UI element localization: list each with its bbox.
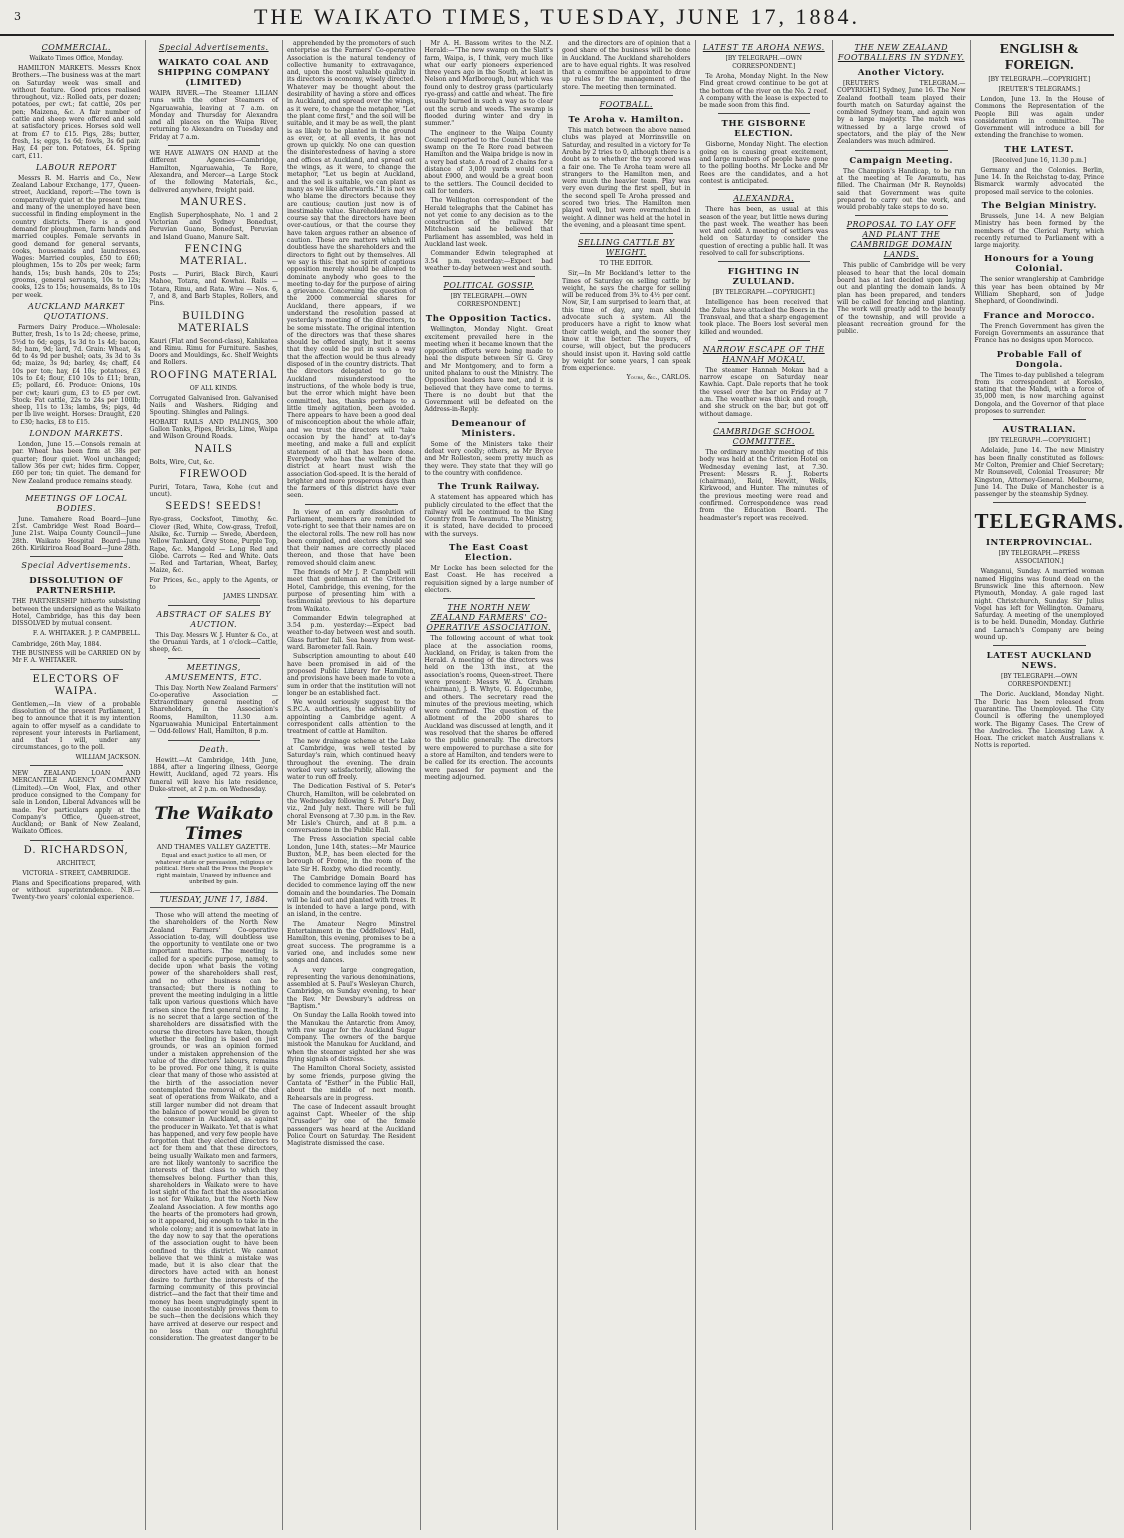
nameplate: The Waikato Times xyxy=(154,804,274,845)
news-note: Commander Edwin telegraphed at 3.54 p.m. yesterday:—Expect bad weather to-day between west and south. xyxy=(424,250,553,272)
divider xyxy=(168,145,261,146)
belgian-heading: The Belgian Ministry. xyxy=(981,200,1097,211)
dissolution-heading: DISSOLUTION OF PARTNERSHIP. xyxy=(29,576,124,597)
divider xyxy=(168,740,261,741)
electors-ad xyxy=(12,674,141,761)
page-number: 3 xyxy=(14,10,21,23)
labour-report-body: Messrs R. M. Harris and Co., New Zealand Labour Exchange, 177, Queen-street, Auckland, report:—The town is comparatively quiet at the present time, and many of the unemployed have been successful in finding employment in the country districts. There is a good demand for ploughmen, farm hands and married couples. Female servants in good demand for general servants, cooks, housemaids and laundresses. Wages: Married couples, £50 to £60; ploughmen, 15s to 20s per week; farm hands, 15s; bush hands, 20s to 25s; grooms, general servants, 10s to 12s; cooks, 12s to 15s; housemaids, 8s to 10s per week. xyxy=(12,174,141,299)
ministers-body: Some of the Ministers take their defeat very coolly; others, as Mr Bryce and Mr Rolleston, seem pretty much as they were. They state that they will go to the country with confidence. xyxy=(424,440,553,477)
te-aroha-body: Te Aroha, Monday Night. In the New Find great crowd continue to be got at the bottom of the river on the No. 2 reef. A company with the lease is expected to be made soon from this find. xyxy=(699,73,828,110)
dissolution-note: THE BUSINESS will be CARRIED ON by Mr F. A. WHITAKER. xyxy=(12,650,141,665)
political-gossip-heading: POLITICAL GOSSIP. xyxy=(443,281,534,291)
column-6 xyxy=(696,40,834,1530)
selling-cattle-body: Sir,—In Mr Bockland's letter to the Times of Saturday on selling cattle by weight, he says the charge for selling will be reduced from 3¾ to 4½ per cent. Now, Sir, I am surprised to learn that, at this time of day, any man should advocate such a system. All the producers have a right to know what their cattle weigh, and the sooner they know it the better. The buyers, of course, will object, but the producers should insist upon it. Having sold cattle by weight for some years, I can speak from experience. xyxy=(562,270,691,373)
news-note: The Wellington correspondent of the Herald telegraphs that the Cabinet has not yet come to any decision as to the construction of the railway. Mr Mitchelson said he believed that Parliament has assembled, was held in Auckland last week. xyxy=(424,197,553,249)
footballers-sydney-heading: THE NEW ZEALAND FOOTBALLERS IN SYDNEY. xyxy=(837,43,965,62)
zululand-body: Intelligence has been received that the Zulus have attacked the Boers in the Transvaal, and that a sharp engagement took place. The Boers lost several men killed and wounded. xyxy=(699,299,828,336)
column-7 xyxy=(833,40,971,1530)
nameplate-subtitle: AND THAMES VALLEY GAZETTE. xyxy=(156,843,271,852)
reuters-subhead: [REUTER'S TELEGRAMS.] xyxy=(998,86,1081,93)
architect-address: VICTORIA - STREET, CAMBRIDGE. xyxy=(22,869,131,877)
seeds-heading: SEEDS! SEEDS! xyxy=(165,501,263,513)
gisborne-body: Gisborne, Monday Night. The election going on is causing great excitement, and large numbers of people have gone to the polling booths. Mr Locke and Mr Rees are the candidates, and a hot contest is anticipated. xyxy=(699,141,828,185)
divider xyxy=(30,669,123,670)
news-note: Subscription amounting to about £40 have been promised in aid of the proposed Public Library for Hamilton, and provisions have been made to vote a sum in order that the institution will not longer be an established fact. xyxy=(287,653,416,697)
dateline: TUESDAY, JUNE 17, 1884. xyxy=(150,892,279,908)
english-foreign-subhead: [BY TELEGRAPH.—COPYRIGHT.] xyxy=(988,76,1091,83)
masthead xyxy=(0,0,1114,36)
divider xyxy=(855,150,948,151)
letter-salutation: TO THE EDITOR. xyxy=(599,260,653,268)
london-market-heading: LONDON MARKETS. xyxy=(29,429,124,439)
latest-heading: THE LATEST. xyxy=(1004,144,1075,155)
divider xyxy=(993,645,1087,646)
telegrams-heading: TELEGRAMS. xyxy=(974,509,1124,534)
selling-cattle-heading: SELLING CATTLE BY WEIGHT. xyxy=(577,238,675,258)
domain-proposal-body: This public of Cambridge will be very pleased to hear that the local domain board has at last decided upon laying out and planting the domain lands. A plan has been prepared, and tenders will be called for fencing and planting. The work will greatly add to the beauty of the township, and will provide a pleasant recreation ground for the public. xyxy=(837,262,966,336)
roofing-body: Corrugated Galvanised Iron. Galvanised Nails and Washers. Ridging and Spouting. Shingles and Palings. xyxy=(149,394,278,417)
auckland-market-body: Farmers Dairy Produce.—Wholesale: Butter, fresh, 1s to 1s 2d; cheese, prime, 5½d to 6d; eggs, 1s 3d to 1s 4d; bacon, 8d; ham, 9d; lard, 7d. Grain: Wheat, 4s 6d to 4s 9d per bushel; oats, 3s 3d to 3s 6d; maize, 3s 9d; barley, 4s; chaff, £4 10s per ton; hay, £4 10s; potatoes, £3 10s to £4; flour, £10 10s to £11; bran, £5; pollard, £6. Produce: Onions, 10s per cwt; kauri gum, £3 to £5 per cwt. Stock: Fat cattle, 22s to 24s per 100lb; sheep, 11s to 13s; lambs, 9s; pigs, 4d per lb live weight. Horses: Draught, £20 to £30; hacks, £8 to £15. xyxy=(12,323,141,426)
death-heading: Death. xyxy=(198,744,229,754)
column-2 xyxy=(146,40,284,1530)
news-note: A very large congregation, representing the various denominations, assembled at S. Paul's Wesleyan Church, Cambridge, on Sunday evening, to hear the Rev. Mr Dewsbury's address on "Baptism." xyxy=(287,966,416,1010)
fencing-body: Posts — Puriri, Black Birch, Kauri Mahoe, Totara, and Kowhai. Rails — Totara, Rimu, and Rata. Wire — Nos. 6, 7, and 8, and Barb Staples, Rollers, and Pins. xyxy=(149,271,278,308)
dissolution-date: Cambridge, 26th May, 1884. xyxy=(12,640,102,648)
english-foreign-heading: ENGLISH & FOREIGN. xyxy=(999,42,1079,73)
architect-ad xyxy=(12,845,141,902)
death-body: Hewitt.—At Cambridge, 14th June, 1884, after a lingering illness, George Hewitt, Auckland, aged 72 years. His funeral will leave his late residence, Duke-street, at 2 p.m. on Wednesday. xyxy=(149,756,278,793)
te-aroha-heading: LATEST TE AROHA NEWS. xyxy=(702,43,825,52)
honours-body: The senior wranglership at Cambridge this year has been obtained by Mr William Shephard, son of Judge Shephard, of Goondiwindi. xyxy=(974,276,1104,306)
news-note: The Press Association special cable London, June 14th, states:—Mr Maurice Buxton, M.P., has been elected for the borough of Frome, in the room of the late Sir H. Roxby, who died recently. xyxy=(287,836,416,873)
opposition-body: Wellington, Monday Night. Great excitement prevailed here in the meeting when it became known that the opposition efforts were being made to heal the dispute between Sir G. Grey and Mr Montgomery, and to form a united phalanx to oust the Ministry. The Opposition leaders have met, and it is believed that they have come to terms. There is no doubt but that the Government will be defeated on the Address-in-Reply. xyxy=(424,326,553,414)
australian-subhead: [BY TELEGRAPH.—COPYRIGHT.] xyxy=(988,437,1091,445)
zululand-heading: FIGHTING IN ZULULAND. xyxy=(727,267,800,288)
news-note: The case of Indecent assault brought against Capt. Wheeler of the ship "Crusader" by one of the female passengers was heard at the Auckland Police Court on Saturday. The Resident Magistrate dismissed the case. xyxy=(287,1103,416,1148)
football-heading: FOOTBALL. xyxy=(599,100,653,110)
school-committee-heading: CAMBRIDGE SCHOOL COMMITTEE. xyxy=(713,426,815,446)
zululand-subhead: [BY TELEGRAPH.—COPYRIGHT.] xyxy=(712,289,815,297)
auckland-news-subhead: [BY TELEGRAPH.—OWN CORRESPONDENT.] xyxy=(1001,673,1078,689)
abstract-heading: ABSTRACT OF SALES BY AUCTION. xyxy=(156,609,271,629)
divider xyxy=(168,797,261,798)
divider xyxy=(993,419,1087,420)
latest-subhead: [Received June 16, 11.30 p.m.] xyxy=(992,156,1087,164)
auckland-market-heading: AUCKLAND MARKET QUOTATIONS. xyxy=(28,301,125,321)
column-4 xyxy=(421,40,559,1530)
london-market-body: London, June 15.—Consols remain at par. Wheat has been firm at 38s per quarter; flour quiet. Wool unchanged; tallow 36s per cwt; hides firm. Copper, £60 per ton; tin quiet. The demand for New Zealand produce remains steady. xyxy=(12,441,141,485)
latest-body: Germany and the Colonies. Berlin, June 14. In the Reichstag to-day, Prince Bismarck warmly advocated the proposed mail service to the colonies. xyxy=(974,166,1104,196)
dissolution-body: THE PARTNERSHIP hitherto subsisting between the undersigned as the Waikato Hotel, Cambridge, has this day been DISSOLVED by mutual consent. xyxy=(12,598,141,628)
dissolution-ad xyxy=(12,576,141,664)
divider xyxy=(718,261,811,262)
column-8 xyxy=(971,40,1124,1530)
column-5 xyxy=(558,40,696,1530)
manures-heading: MANURES. xyxy=(180,196,248,208)
news-note: Mr A. H. Bassom writes to the N.Z. Herald:—"The new swamp on the Slatt's farm, Waipa, is, I think, very much like what our early pioneers experienced three years ago in the South, at least in Nelson and Marlborough, but which was found only to destroy grass (particularly rye-grass) and cattle and wheat. The fire usually burned in such a way as to clear out the scrub and weeds. The swamp is flooded during winter and dry in summer." xyxy=(424,40,553,128)
fencing-heading: FENCING MATERIAL. xyxy=(179,244,248,268)
news-note: The Dedication Festival of S. Peter's Church, Hamilton, will be celebrated on the Wednesday following S. Peter's Day, viz., 2nd July next. There will be full choral Evensong at 7.30 p.m. in the Rev. Mr Lisle's Church, and at 8 p.m. a conversazione in the Public Hall. xyxy=(287,783,416,835)
loan-agency-body: NEW ZEALAND LOAN AND MERCANTILE AGENCY COMPANY (Limited).—On Wool, Flax, and other produce consigned to the Company for sale in London, Liberal Advances will be made. For particulars apply at the Company's Office, Queen-street, Auckland; or Bank of New Zealand, Waikato Offices. xyxy=(12,770,141,836)
political-gossip-subhead: [BY TELEGRAPH.—OWN CORRESPONDENT.] xyxy=(450,293,527,309)
trunk-railway-body: A statement has appeared which has publicly circulated to the effect that the railway will be continued to the King Country from Te Awamutu. The Ministry, it is stated, have decided to proceed with the surveys. xyxy=(424,494,553,538)
footballers-sydney-body: [REUTER'S TELEGRAM.—COPYRIGHT.] Sydney, June 16. The New Zealand football team played their fourth match on Saturday against the combined Sydney team, and again won by a large majority. The match was witnessed by a large crowd of spectators, and the play of the New Zealanders was much admired. xyxy=(837,80,966,146)
farmers-association-heading: THE NORTH NEW ZEALAND FARMERS' CO-OPERATIVE ASSOCIATION. xyxy=(426,603,552,633)
leader-article: Those who will attend the meeting of the shareholders of the North New Zealand Farmers' Co-operative Association to-day, will doubtless use the opportunity to ventilate one or two important matters. The meeting is called for a specific purpose, namely, to decide upon what basis the voting power of the shareholders shall rest, and no other business can be transacted; but there is nothing to prevent the meeting indulging in a little talk upon various questions which have arisen since the first general meeting. It is no secret that a large section of the shareholders are dissatisfied with the course the directors have taken, though whether the feeling is based on just grounds, or was an opinion formed under a mistaken apprehension of the value of the directors' labours, remains to be proved. For one thing, it is quite clear that many of those who assisted at the birth of the association never contemplated the removal of the chief seat of operations from Waikato, and a still larger number did not dream that the balance of power would be given to the consumer in Auckland, as against the producer in Waikato. Yet that is what has happened, and very few people have forgotten that they elected directors to act for them and that these directors, being usually Waikato men and farmers, are not likely wantonly to sacrifice the interests of that class to which they themselves belong. Further than this, shareholders in Waikato were to have lost sight of the fact that the association is not for Waikato, but the North New Zealand Association. A few months ago the hearts of the promoters had grown, so it appeared, big enough to take in the whole colony; and it is somewhat late in the day now to say that the operations of the association ought to have been confined to this district. We cannot believe that we think a mistake was made, but it is also clear that the directors have acted with an honest desire to further the interests of the farming community of this provincial district—and the fact that their time and money has been ungrudgingly spent in the cause incontestably proves them to be such—then the decisions which they have arrived at deserve our respect and no less than our thoughtful consideration. The greatest danger to be xyxy=(149,911,278,1343)
dongola-heading: Probable Fall of Dongola. xyxy=(996,349,1082,370)
divider xyxy=(580,95,673,96)
coal-company-heading: WAIKATO COAL AND SHIPPING COMPANY (LIMITED) xyxy=(157,58,270,88)
nails-body: Bolts, Wire, Cut, &c. xyxy=(149,458,215,466)
loan-agency-ad xyxy=(12,770,141,836)
coal-company-ad xyxy=(150,58,279,601)
commercial-body: HAMILTON MARKETS. Messrs Knox Brothers.—The business was at the mart on Saturday week was small and without feature. Good prices realised throughout, viz.: Rolled oats, per dozen; potatoes, per cwt.; fat cattle, 20s per pen; Maizena, &c. A fair number of cattle and sheep were offered and sold at satisfactory prices. Horses sold well at from £7 to £15. Pigs, 28s; butter, fresh, 1s; eggs, 1s 6d; fowls, 3s 6d pair. Hay, £4 per ton. Potatoes, £4. Spring cart, £11. xyxy=(12,65,141,160)
firewood-body: Puriri, Totara, Tawa, Kohe (cut and uncut). xyxy=(149,483,278,499)
divider xyxy=(305,504,398,505)
trunk-railway-heading: The Trunk Railway. xyxy=(437,482,540,493)
news-note: Commander Edwin telegraphed at 3.54 p.m. yesterday:—Expect bad weather to-day between west and south. Glass further fall. Sea heavy from west-ward. Barometer fall. Rain. xyxy=(287,614,416,652)
column-1 xyxy=(8,40,146,1530)
news-note: The new drainage scheme at the Lake at Cambridge, was well tested by Saturday's rain, which continued heavy throughout the evening. The drain worked very satisfactorily, allowing the water to run off freely. xyxy=(287,737,416,782)
east-coast-body: Mr Locke has been selected for the East Coast. He has received a requisition signed by a large number of electors. xyxy=(424,565,553,594)
electors-heading: ELECTORS OF WAIPA. xyxy=(32,673,120,697)
news-note: The Hamilton Choral Society, assisted by some friends, purpose giving the Cantata of "Esther" in the Public Hall, about the middle of next month. Rehearsals are in progress. xyxy=(287,1065,416,1102)
divider xyxy=(168,658,261,659)
france-morocco-heading: France and Morocco. xyxy=(983,310,1096,321)
divider xyxy=(718,113,811,114)
special-ads-heading: Special Advertisements. xyxy=(158,43,269,52)
domain-proposal-heading: PROPOSAL TO LAY OFF AND PLANT THE CAMBRIDGE DOMAIN LANDS. xyxy=(846,220,956,260)
farmers-association-body: The following account of what took place at the association rooms, Auckland, on Friday, is taken from the Herald. A meeting of the directors was held on the 13th inst., at the association's rooms, Queen-street. There were present: Messrs W. A. Graham (chairman), J. B. Whyte, G. Edgecumbe, and others. The secretary read the minutes of the previous meeting, which were confirmed. The question of the allotment of the 2000 shares to Auckland was discussed at length, and it was resolved that the shares be offered to the public generally. The directors were empowered to purchase a site for a store at Hamilton, and tenders were to be called for its erection. The accounts were passed for payment and the meeting adjourned. xyxy=(424,635,554,781)
leader-continued: apprehended by the promoters of such enterprise as the Farmers' Co-operative Association is the natural tendency of collective humanity to extravagance, and, upon the most valuable quality in its directors is economy, wisely directed. Whatever may be thought about the desirability of having a store and offices in Auckland, and spread over the wings, as it were, to change the metaphor, "Let the plant come first," and the soil will be suitable, and it may be as well, the plant is as likely to be planted in the ground as ever, or, at all events, it has not grown up quickly. No one can question the disinterestedness of having a store and offices at Auckland, and spread out the wings, as it were, to change the metaphor, "Let us begin at Auckland, and the soil is suitable, we can plant as many as we like afterwards." It is not we who blame the directors because they are cautious; caution just now is of inestimable value. Shareholders may of course say that the directors have been over-cautious, or that the course they have taken argues rather an absence of caution. These are matters which will doubtless have the shareholders and the directors to fight out by themselves. All we say is this: that no spirit of captious opposition merely should be allowed to dominate anybody who goes to the meeting to-day for the purpose of airing a grievance. Concerning the question of the 2000 commercial shares for Auckland, there appears, if we understand the resolution passed at yesterday's meeting of the directors, to be some misstate. The original intention of the directors was that these shares should be offered singly, but it seems that they could be put in such a way that the affection would be thus already disposed of in the country districts. That the directors delegated to go to Auckland misunderstood the instructions, of the whole body is true, but the error which might have been committed, has, thanks perhaps to a little timely agitation, been avoided. There appears to have been a good deal of misconception about the whole affair, and we trust the directors will "take occasion by the hand" at to-day's meeting, and make a full and explicit statement of all that has been done. Everybody who has the welfare of the district at heart must wish the association God-speed. It is the herald of brighter and more prosperous days than the farmers of this district have ever seen. xyxy=(287,40,416,500)
narrow-escape-heading: NARROW ESCAPE OF THE HANNAH MOKAU. xyxy=(702,344,825,364)
football-subhead: Te Aroha v. Hamilton. xyxy=(568,115,684,126)
roofing-heading: ROOFING MATERIAL xyxy=(150,369,278,381)
building-heading: BUILDING MATERIALS xyxy=(177,310,250,334)
motto: Equal and exact justice to all men, Of whatever state or persuasion, religious or political. Here shall the Press the People's right maintain, Unawed by influence and unbribed by gain. xyxy=(154,853,273,886)
narrow-escape-body: The steamer Hannah Mokau had a narrow escape on Saturday near Kawhia. Capt. Dale reports that he took the vessel over the bar on Friday at 7 a.m. The weather was thick and rough, and she struck on the bar, but got off without damage. xyxy=(699,366,828,418)
divider xyxy=(718,340,811,341)
meetings-body: June. Tamahere Road Board—June 21st. Cambridge West Road Board—June 21st. Waipa County Council—June 28th. Waikato Hospital Board—June 26th. Kirikiriroa Road Board—June 28th. xyxy=(12,515,141,553)
commercial-subhead: Waikato Times Office, Monday. xyxy=(29,55,124,62)
australian-body: Adelaide, June 14. The new Ministry has been finally constituted as follows: Mr Colton, Premier and Chief Secretary; Mr Rounsevell, Colonial Treasurer; Mr Kingston, Attorney-General. Melbourne, June 14. The Duke of Manchester is a passenger by the steamship Sydney. xyxy=(974,447,1104,499)
opposition-heading: The Opposition Tactics. xyxy=(425,314,552,325)
labour-report-heading: LABOUR REPORT xyxy=(35,162,117,172)
alexandra-heading: ALEXANDRA. xyxy=(733,194,795,204)
materials-intro: WE HAVE ALWAYS ON HAND at the different Agencies—Cambridge, Hamilton, Ngaruawahia, Te Rore, Alexandra, and Mercer—a Large Stock of the following Materials, &c., delivered anywhere, freight paid. xyxy=(149,150,278,194)
campaign-body: The Champion's Handicap, to be run at the meeting at Te Awamutu, has filled. The Chairman (Mr R. Reynolds) said that Government was quite prepared to carry out the work, and would probably take steps to do so. xyxy=(837,167,966,212)
special-ads-heading: Special Advertisements. xyxy=(21,561,132,571)
manures-body: English Superphosphate, No. 1 and 2 Victorian and Sydney Bonedust, Peruvian Guano, Bonedust, Peruvian and Island Guano, Manure Salt. xyxy=(149,211,278,241)
architect-name: D. RICHARDSON, xyxy=(23,844,129,856)
alexandra-body: There has been, as usual at this season of the year, but little news during the past week. The weather has been wet and cold. A meeting of settlers was held on Saturday to consider the question of erecting a public hall. It was resolved to call for subscriptions. xyxy=(699,206,828,258)
interprovincial-body: Wanganui, Sunday. A married woman named Higgins was found dead on the Brunswick line this afternoon. New Plymouth, Monday. A gale raged last night. Christchurch, Sunday. Sir Julius Vogel has left for Wellington. Oamaru, Saturday. A meeting of the unemployed is to be held. Dunedin, Monday. Guthrie and Larnach's Company are being wound up. xyxy=(974,568,1104,642)
news-note: The Amateur Negro Minstrel Entertainment in the Oddfellows' Hall, Hamilton, this evening, promises to be a great success. The programme is a varied one, and includes some new songs and dances. xyxy=(287,920,416,965)
seeds-signature: JAMES LINDSAY. xyxy=(223,593,278,601)
te-aroha-subhead: [BY TELEGRAPH.—OWN CORRESPONDENT.] xyxy=(725,55,802,70)
meetings-amusements-body: This Day. North New Zealand Farmers' Co-operative Association — Extraordinary general meeting of Shareholders, in the Association's Rooms, Hamilton, 11.30 a.m. Ngaruawahia Municipal Entertainment — Odd-fellows' Hall, Hamilton, 8 p.m. xyxy=(149,684,278,736)
school-committee-body: The ordinary monthly meeting of this body was held at the Criterion Hotel on Wednesday evening last, at 7.30. Present: Messrs R. J. Roberts (chairman), Reid, Hewitt, Wells, Kirkwood, and Hunter. The minutes of the previous meeting were read and confirmed. Correspondence was read from the Education Board. The headmaster's report was received. xyxy=(699,448,828,522)
divider xyxy=(30,489,123,490)
abstract-body: This Day. Messrs W. J. Hunter & Co., at the Oruanui Yards, at 1 o'clock—Cattle, sheep, &c. xyxy=(149,631,278,654)
hobart-rails-body: HOBART RAILS AND PALINGS, 300 Gallon Tanks, Pipes, Bricks, Lime, Waipa and Wilson Ground Roads. xyxy=(149,418,278,441)
footballers-sydney-subhead: Another Victory. xyxy=(857,68,945,78)
farmers-association-continued: and the directors are of opinion that a good share of the business will be done in Auckland. The Auckland shareholders are to have equal rights. It was resolved that a committee be appointed to draw up rules for the management of the store. The meeting then terminated. xyxy=(562,40,691,91)
roofing-subhead: OF ALL KINDS. xyxy=(189,384,238,392)
coal-company-body: WAIPA RIVER.—The Steamer LILIAN runs with the other Steamers of Ngaruawahia, leaving at 7 a.m. on Monday and Thursday for Alexandra and all places on the Waipa River, returning to Alexandra on Tuesday and Friday at 7 a.m. xyxy=(149,90,278,141)
dissolution-names: F. A. WHITAKER. J. P. CAMPBELL. xyxy=(32,629,141,637)
news-note: We would seriously suggest to the S.P.C.A. authorities, the advisability of appointing a Cambridge agent. A correspondent calls attention to the treatment of cattle at Hamilton. xyxy=(287,699,416,736)
architect-body: Plans and Specifications prepared, with or without superintendence. N.B.—Twenty-two years' colonial experience. xyxy=(12,879,141,902)
divider xyxy=(443,276,536,277)
divider xyxy=(168,605,261,606)
east-coast-heading: The East Coast Election. xyxy=(448,543,529,564)
newspaper-page xyxy=(8,40,1124,1530)
selling-cattle-signature: Yours, &c., CARLOS. xyxy=(626,374,691,382)
electors-signature: WILLIAM JACKSON. xyxy=(75,753,141,761)
divider xyxy=(580,233,673,234)
firewood-heading: FIREWOOD xyxy=(179,468,248,480)
divider xyxy=(718,422,811,423)
meetings-amusements-heading: MEETINGS, AMUSEMENTS, ETC. xyxy=(165,662,262,682)
english-foreign-body: London, June 13. In the House of Commons the Representation of the People Bill was again under consideration in committee. The Government will introduce a bill for extending the franchise to women. xyxy=(974,96,1104,140)
gisborne-heading: THE GISBORNE ELECTION. xyxy=(721,119,806,140)
dongola-body: The Times to-day published a telegram from its correspondent at Korosko, stating that the Mahdi, with a force of 35,000 men, is now marching against Dongola, and the Governor of that place proposes to surrender. xyxy=(974,371,1104,416)
divider xyxy=(718,189,811,190)
nails-heading: NAILS xyxy=(194,443,233,455)
newspaper-title: THE WAIKATO TIMES, TUESDAY, JUNE 17, 1884. xyxy=(254,4,860,29)
interprovincial-heading: INTERPROVINCIAL. xyxy=(985,538,1093,549)
campaign-heading: Campaign Meeting. xyxy=(849,155,954,166)
honours-heading: Honours for a Young Colonial. xyxy=(984,254,1095,275)
news-note: In view of an early dissolution of Parliament, members are reminded to vote-right to see that their names are on the electoral rolls. The new roll has now been compiled, and electors should see that their names are correctly placed thereon, and those that have been removed should claim anew. xyxy=(287,508,416,567)
divider xyxy=(993,502,1087,503)
interprovincial-subhead: [BY TELEGRAPH.—PRESS ASSOCIATION.] xyxy=(998,550,1080,566)
commercial-heading: COMMERCIAL. xyxy=(41,43,111,52)
column-3 xyxy=(283,40,421,1530)
news-note: On Sunday the Lalla Rookh towed into the Manukau the Antarctic from Amoy, with raw sugar for the Auckland Sugar Company. The owners of the barque mistook the Manukau for Auckland, and when the steamer sighted her she was flying signals of distress. xyxy=(287,1012,416,1064)
divider xyxy=(855,215,948,216)
meetings-heading: MEETINGS OF LOCAL BODIES. xyxy=(25,493,128,513)
divider xyxy=(30,765,123,766)
france-morocco-body: The French Government has given the Foreign Governments an assurance that France has no designs upon Morocco. xyxy=(974,322,1104,345)
seeds-body: Rye-grass, Cocksfoot, Timothy, &c. Clover (Red, White, Cow-grass, Trefoil, Alsike, &c. Turnip — Swede, Aberdeen, Yellow Tankard, Grey Stone, Purple Top, Rape, &c. Mangold — Long Red and Globe. Carrots — Red and White. Oats — Red and Tartarian, Wheat, Barley, Maize, &c. xyxy=(149,516,278,575)
ministers-heading: Demeanour of Ministers. xyxy=(451,418,527,439)
divider xyxy=(443,598,536,599)
auckland-news-body: The Doric. Auckland, Monday Night. The Doric has been released from quarantine. The Unemployed. The City Council is offering the unemployed work. The Bigamy Cases. The Crew of the Androcles. The Licensing Law. A Hoax. The cricket match Australians v. Notts is reported. xyxy=(974,691,1104,750)
electors-body: Gentlemen,—In view of a probable dissolution of the present Parliament, I beg to announce that it is my intention again to offer myself as a candidate to represent your interests in Parliament, and that I will, under any circumstances, go to the poll. xyxy=(12,700,141,752)
belgian-body: Brussels, June 14. A new Belgian Ministry has been formed by the members of the Clerical Party, which recently returned to Parliament with a large majority. xyxy=(974,212,1104,250)
news-note: The engineer to the Waipa County Council reported to the Council that the swamp on the Te Rore road between Hamilton and the Waipa bridge is now in a very bad state. A road of 2 chains for a distance of 3,000 yards would cost about £900, and would be a great boon to the settlers. The Council decided to call for tenders. xyxy=(424,129,553,195)
news-note: The Cambridge Domain Board has decided to commence laying off the new domain and the boundaries. The Domain will be laid out and planted with trees. It is intended to have a large pond, with an island, in the centre. xyxy=(287,874,416,919)
divider xyxy=(30,840,123,841)
australian-heading: AUSTRALIAN. xyxy=(1002,425,1076,436)
auckland-news-heading: LATEST AUCKLAND NEWS. xyxy=(986,651,1092,672)
architect-title: ARCHITECT, xyxy=(56,859,96,867)
football-body: This match between the above named clubs was played at Morrinsville on Saturday, and resulted in a victory for Te Aroha by 2 tries to 0, although there is a doubt as to whether the try scored was a fair one. The Te Aroha team were all strangers to the Hamilton men, and were much the heavier team. Play was very even during the first spell, but in the second spell Te Aroha pressed and scored two tries. The Hamilton men played well, but were overmatched in weight. A dinner was held at the hotel in the evening, and a pleasant time spent. xyxy=(562,127,691,229)
building-body: Kauri (Flat and Second-class), Kahikatea and Rimu. Rimu for Furniture. Sashes, Doors and Mouldings, &c. Shelf Weights and Rollers. xyxy=(149,337,278,367)
seeds-note: For Prices, &c., apply to the Agents, or to xyxy=(149,576,278,592)
news-note: The friends of Mr J. P. Campbell will meet that gentleman at the Criterion Hotel, Cambridge, this evening, for the purpose of presenting him with a testimonial previous to his departure from Waikato. xyxy=(287,569,416,613)
divider xyxy=(30,556,123,557)
